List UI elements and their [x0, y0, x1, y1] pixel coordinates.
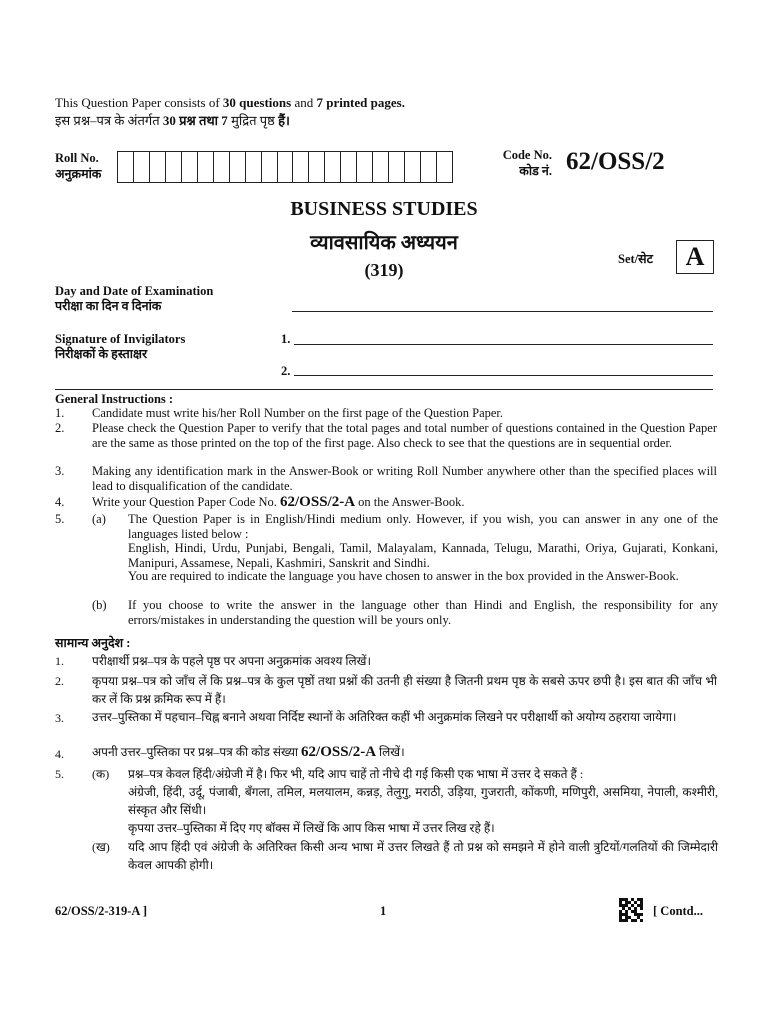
sub-instruction-tag: (a): [92, 512, 106, 526]
qr-code-icon: [619, 898, 643, 922]
invigilator-label: [55, 332, 185, 361]
language-list: अंग्रेजी, हिंदी, उर्दू, पंजाबी, बँगला, तमिल, मलयालम, कन्नड़, तेलुगु, मराठी, उड़िया, गुजराती, कोंकणी, मणिपुरी, असमिया, नेपाली, कश्मीरी, संस्कृत और सिंधी।: [128, 785, 718, 817]
paper-info-text: This Question Paper consists of: [55, 95, 223, 110]
instruction-text: Making any identification mark in the Answer-Book or writing Roll Number anywhere other than the specified places will lead to disqualification of the candidate.: [92, 464, 717, 493]
instruction-text: Candidate must write his/her Roll Number on the first page of the Question Paper.: [92, 406, 504, 420]
language-list: English, Hindi, Urdu, Punjabi, Bengali, Tamil, Malayalam, Kannada, Telugu, Marathi, Oriya, Gujarati, Konkani, Manipuri, Assamese, Nepali, Kashmiri, Sanskrit and Sindhi.: [128, 541, 718, 570]
paper-code-inline: 62/OSS/2-A: [280, 494, 356, 510]
instruction-text: प्रश्न–पत्र केवल हिंदी/अंग्रेजी में है। फिर भी, यदि आप चाहें तो नीचे दी गई किसी एक भाषा में उत्तर दे सकते हैं :: [128, 767, 584, 781]
exam-date-label-hi: परीक्षा का दिन व दिनांक: [55, 298, 162, 313]
instruction-text: परीक्षार्थी प्रश्न–पत्र के पहले पृष्ठ पर अपना अनुक्रमांक अवश्य लिखें।: [92, 654, 372, 668]
instruction-text: कृपया प्रश्न–पत्र को जाँच लें कि प्रश्न–पत्र के कुल पृष्ठों तथा प्रश्नों की उतनी ही संख्या है जितनी प्रथम पृष्ठ के सबसे ऊपर छपी है। इस बात की जाँच भी कर लें कि प्रश्न क्रमिक रूप में हैं।: [92, 674, 717, 706]
instruction-number: 1.: [55, 406, 65, 420]
roll-label-en: Roll No.: [55, 151, 99, 165]
instruction-number: 5.: [55, 767, 64, 781]
instruction-number: 4.: [55, 495, 65, 509]
invigilator-label-en: Signature of Invigilators: [55, 332, 186, 346]
roll-label-hi: अनुक्रमांक: [55, 167, 102, 181]
divider: [55, 389, 713, 390]
instruction-text: If you choose to write the answer in the language other than Hindi and English, the responsibility for any errors/mistakes in understanding the question will be yours only.: [128, 598, 718, 627]
instruction-number: 5.: [55, 512, 65, 526]
instruction-text: कृपया उत्तर–पुस्तिका में दिए गए बॉक्स में लिखें कि आप किस भाषा में उत्तर लिख रहे हैं।: [128, 821, 495, 835]
code-label: [488, 147, 552, 179]
paper-info-english: [55, 96, 405, 111]
code-label-en: Code No.: [502, 148, 552, 162]
exam-date-label: [55, 284, 213, 313]
instruction-text: यदि आप हिंदी एवं अंग्रेजी के अतिरिक्त किसी अन्य भाषा में उत्तर लिखते हैं तो प्रश्न को समझने में होने वाली त्रुटियों/गलतियों की जिम्मेदारी केवल आपकी होगी।: [128, 840, 718, 872]
subject-title-en: BUSINESS STUDIES: [290, 198, 478, 220]
instruction-text-part: Write your Question Paper Code No.: [92, 495, 281, 509]
instruction-text-part: अपनी उत्तर–पुस्तिका पर प्रश्न–पत्र की कोड संख्या: [92, 745, 302, 759]
instruction-text: Please check the Question Paper to verify that the total pages and total number of questions contained in the Question Paper are the same as those printed on the top of the first page. Also check to see that the questions are in sequential order.: [92, 421, 717, 450]
subject-code: (319): [364, 260, 404, 280]
exam-date-label-en: Day and Date of Examination: [55, 284, 214, 298]
instruction-text: उत्तर–पुस्तिका में पहचान–चिह्न बनाने अथवा निर्दिष्ट स्थानों के अतिरिक्त कहीं भी अनुक्रमांक लिखने पर परीक्षार्थी को अयोग्य ठहराया जायेगा।: [92, 710, 677, 724]
question-count: 30 प्रश्न तथा 7: [162, 113, 228, 128]
instruction-number: 2.: [55, 421, 65, 435]
code-label-hi: कोड नं.: [519, 164, 552, 178]
general-instructions-heading-hi: सामान्य अनुदेश :: [55, 636, 131, 650]
instruction-number: 4.: [55, 747, 64, 761]
roll-number-boxes[interactable]: [117, 151, 453, 183]
subject-title-hi: व्यावसायिक अध्ययन: [310, 232, 458, 254]
invigilator-1-line[interactable]: [294, 344, 713, 345]
instruction-number: 3.: [55, 464, 65, 478]
instruction-text: You are required to indicate the language you have chosen to answer in the box provided in the Answer-Book.: [128, 569, 679, 583]
instruction-text: [92, 743, 717, 761]
invigilator-label-hi: निरीक्षकों के हस्ताक्षर: [55, 346, 148, 361]
paper-info-text: इस प्रश्न–पत्र के अंतर्गत: [55, 113, 163, 128]
invigilator-2-number: 2.: [281, 364, 291, 378]
set-box: A: [676, 240, 714, 274]
instruction-text: The Question Paper is in English/Hindi medium only. However, if you wish, you can answer in any one of the languages listed below :: [128, 512, 718, 541]
paper-info-text: and: [291, 95, 317, 110]
sub-instruction-tag: (b): [92, 598, 107, 612]
question-count: 30 questions: [222, 95, 292, 110]
invigilator-1-number: 1.: [281, 332, 291, 346]
invigilator-2-line[interactable]: [294, 375, 713, 376]
instruction-text-part: लिखें।: [376, 745, 405, 759]
sub-instruction-tag: (ख): [92, 840, 110, 854]
paper-info-text: मुद्रित पृष्ठ: [227, 113, 279, 128]
instruction-text-part: on the Answer-Book.: [355, 495, 465, 509]
general-instructions-heading: General Instructions :: [55, 392, 174, 406]
code-number: 62/OSS/2: [566, 148, 665, 175]
exam-date-line[interactable]: [292, 311, 713, 312]
paper-code-inline: 62/OSS/2-A: [301, 744, 377, 760]
sub-instruction-tag: (क): [92, 767, 110, 781]
paper-info-text: हैं।: [278, 113, 290, 128]
instruction-number: 3.: [55, 711, 64, 725]
page-number: 1: [380, 904, 387, 918]
instruction-number: 2.: [55, 674, 64, 688]
instruction-text: [92, 495, 717, 510]
page-count: 7 printed pages.: [316, 95, 405, 110]
set-label: Set/सेट: [618, 252, 653, 266]
footer-paper-code: 62/OSS/2-319-A ]: [55, 904, 148, 918]
paper-info-hindi: [55, 114, 290, 129]
instruction-number: 1.: [55, 654, 64, 668]
continued-label: [ Contd...: [653, 904, 704, 918]
roll-label: [55, 150, 101, 182]
